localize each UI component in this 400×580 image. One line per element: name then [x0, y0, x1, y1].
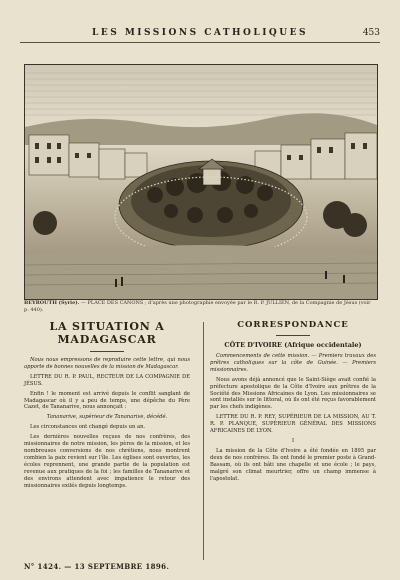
article-paragraph: Enfin ! le moment est arrivé depuis le conflit sanglant de Madagascar où il y a peu de temps, une dépêche du Père Cazet, de Tananarive, nous annonçait : — [24, 390, 190, 411]
title-divider — [276, 335, 310, 336]
caption-text: — PLACE DES CANONS ; d'après une photographie envoyée par le R. P. JULLIEN, de la Compagnie de Jésus (voir p. 440). — [24, 300, 371, 313]
article-paragraph: Nous avons déjà annoncé que le Saint-Siège avait confié la préfecture apostolique de la Côte d'Ivoire aux prêtres de la Société des Missions Africaines de Lyon. Les missionnaires se sont installés sur le littoral, où ils ont été reçus favorablement par les chefs indigènes. — [210, 376, 376, 411]
figure-caption — [24, 300, 376, 313]
letter-heading: LETTRE DU R. P. REY, SUPÉRIEUR DE LA MISSION, AU T. R. P. PLANQUE, SUPÉRIEUR GÉNÉRAL DES MISSIONS AFRICAINES DE LYON. — [210, 414, 376, 435]
page-number: 453 — [362, 28, 380, 38]
engraving-drawing — [25, 65, 377, 299]
letter-signature: Tananarive, supérieur de Tananarive, décédé. — [46, 414, 168, 421]
article-paragraph: Les circonstances ont changé depuis un an. — [30, 424, 146, 431]
article-title-madagascar: LA SITUATION A MADAGASCAR — [49, 320, 165, 346]
article-intro: Nous nous empressons de reproduire cette lettre, qui nous apporte de bonnes nouvelles de la mission de Madagascar. — [24, 357, 190, 370]
title-divider — [90, 351, 124, 352]
section-subtitle: CÔTE D'IVOIRE (Afrique occidentale) — [224, 341, 362, 349]
left-column — [24, 320, 190, 492]
right-column — [210, 320, 376, 485]
section-title-correspondance: CORRESPONDANCE — [237, 320, 349, 330]
section-intro: Commencements de cette mission. — Premiers travaux des prêtres catholiques sur la côte de Guinée. — Premiers missionnaires. — [210, 353, 376, 373]
letter-heading: LETTRE DU R. P. PAUL, RECTEUR DE LA COMPAGNIE DE JÉSUS. — [24, 373, 190, 387]
column-divider — [203, 322, 204, 560]
roman-numeral: I — [291, 437, 295, 444]
caption-place: BEYROUTH (Syrie). — [24, 300, 80, 306]
issue-footer: N° 1424. — 13 SEPTEMBRE 1896. — [24, 562, 170, 571]
article-paragraph: Les dernières nouvelles reçues de nos confrères, des missionnaires de notre mission, les pères de la mission, et les nombreuses conversions de nos chrétiens, nous montrent combien la paix revient sur l'île. Les églises sont ouvertes, les écoles reprennent, une grande partie de la population est revenue aux pratiques de la foi ; les familles de Tananarive et des environs attendent avec impatience le retour des missionnaires exilés depuis longtemps. — [24, 434, 190, 489]
running-header — [20, 28, 380, 43]
article-paragraph: La mission de la Côte d'Ivoire a été fondée en 1895 par deux de nos confrères. Ils ont fondé le premier poste à Grand-Bassam, où ils ont bâti une chapelle et une école ; le pays, malgré son climat meurtrier, offre un champ immense à l'apostolat. — [210, 447, 376, 482]
engraving-illustration — [24, 64, 378, 300]
journal-title: LES MISSIONS CATHOLIQUES — [92, 28, 308, 38]
